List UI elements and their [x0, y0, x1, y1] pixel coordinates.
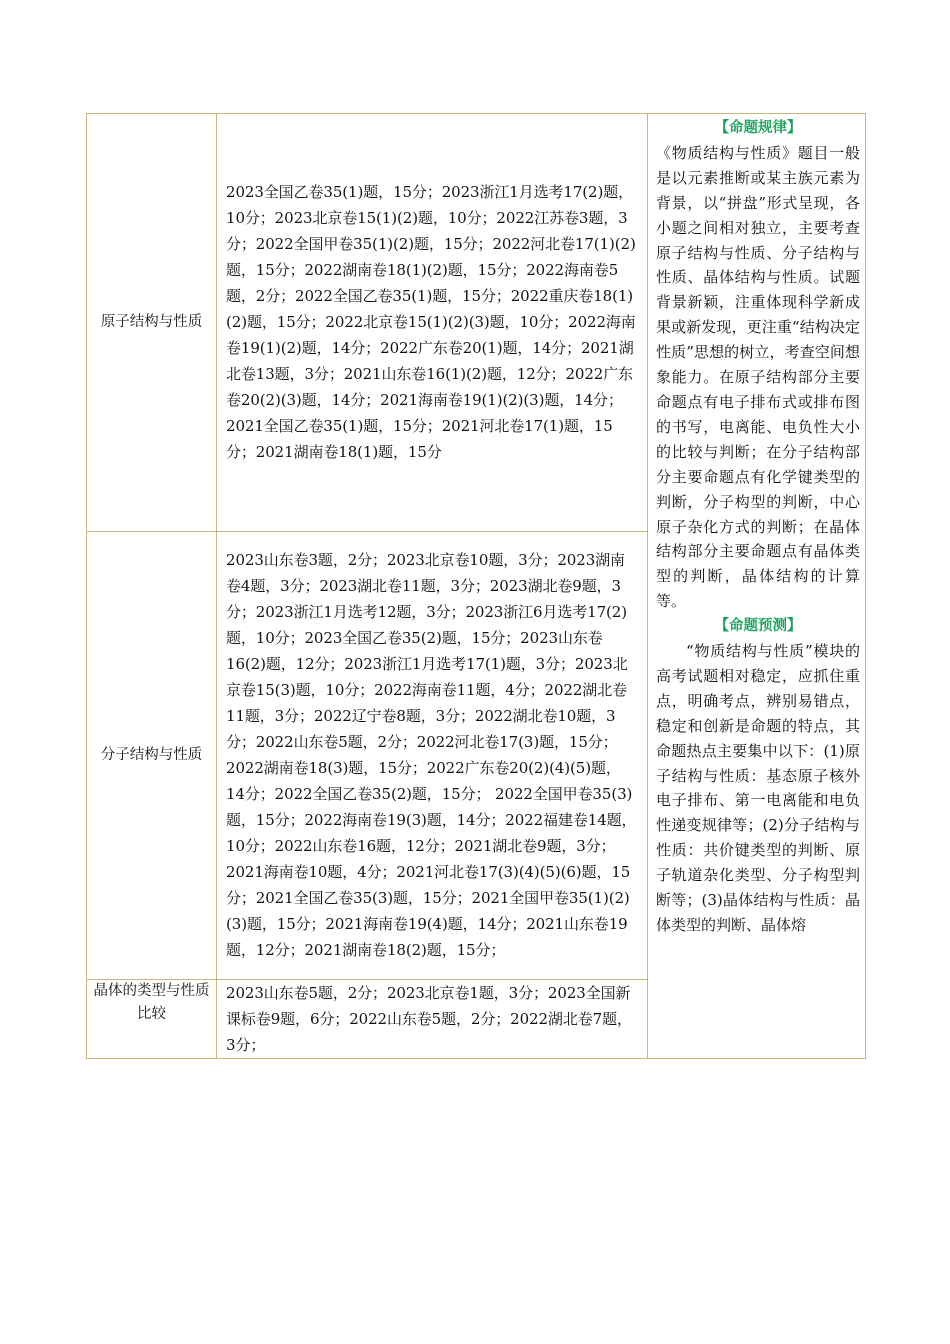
analysis-content [656, 116, 860, 1058]
sources-cell: 2023山东卷5题，2分；2023北京卷1题，3分；2023全国新课标卷9题，6分；2022山东卷5题，2分；2022湖北卷7题，3分； [217, 979, 648, 1058]
table-row [87, 114, 866, 532]
topic-cell: 晶体的类型与性质比较 [87, 979, 217, 1058]
forecast-heading: 【命题预测】 [714, 617, 802, 635]
analysis-cell [648, 114, 866, 1059]
topic-cell: 原子结构与性质 [87, 114, 217, 532]
sources-cell: 2023山东卷3题，2分；2023北京卷10题，3分；2023湖南卷4题，3分；2023湖北卷11题，3分；2023湖北卷9题，3分；2023浙江1月选考12题，3分；2023浙江6月选考17(2)题，10分；2023全国乙卷35(2)题，15分；2023山东卷16(2)题，12分；2023浙江1月选考17(1)题，3分；2023北京卷15(3)题，10分；2022海南卷11题，4分；2022湖北卷11题，3分；2022辽宁卷8题，3分；2022湖北卷10题，3分；2022山东卷5题，2分；2022河北卷17(3)题，15分；2022湖南卷18(3)题，15分；2022广东卷20(2)(4)(5)题，14分；2022全国乙卷35(2)题，15分； 2022全国甲卷35(3)题，15分；2022海南卷19(3)题，14分；2022福建卷14题，10分；2022山东卷16题，12分；2021湖北卷9题，3分；2021海南卷10题，4分；2021河北卷17(3)(4)(5)(6)题，15分；2021全国乙卷35(3)题，15分；2021全国甲卷35(1)(2)(3)题，15分；2021海南卷19(4)题，14分；2021山东卷19题，12分；2021湖南卷18(2)题，15分； [217, 531, 648, 979]
topic-cell: 分子结构与性质 [87, 531, 217, 979]
exam-analysis-table [86, 113, 866, 1059]
pattern-heading: 【命题规律】 [714, 119, 802, 136]
sources-cell: 2023全国乙卷35(1)题，15分；2023浙江1月选考17(2)题，10分；2023北京卷15(1)(2)题，10分；2022江苏卷3题，3分；2022全国甲卷35(1)(2)题，15分；2022河北卷17(1)(2)题，15分；2022湖南卷18(1)(2)题，15分；2022海南卷5题，2分；2022全国乙卷35(1)题，15分；2022重庆卷18(1)(2)题，15分；2022北京卷15(1)(2)(3)题，10分；2022海南卷19(1)(2)题，14分；2022广东卷20(1)题，14分；2021湖北卷13题，3分；2021山东卷16(1)(2)题，12分；2022广东卷20(2)(3)题，14分；2021海南卷19(1)(2)(3)题，14分；2021全国乙卷35(1)题，15分；2021河北卷17(1)题，15分；2021湖南卷18(1)题，15分 [217, 114, 648, 532]
forecast-text: “物质结构与性质”模块的高考试题相对稳定，应抓住重点，明确考点，辨别易错点，稳定和创新是命题的特点，其命题热点主要集中以下：(1)原子结构与性质：基态原子核外电子排布、第一电离能和电负性递变规律等；(2)分子结构与性质：共价键类型的判断、原子轨道杂化类型、分子构型判断等；(3)晶体结构与性质：晶体类型的判断、晶体熔 [656, 642, 860, 934]
pattern-text: 《物质结构与性质》题目一般是以元素推断或某主族元素为背景，以“拼盘”形式呈现，各小题之间相对独立，主要考查原子结构与性质、分子结构与性质、晶体结构与性质。试题背景新颖，注重体现科学新成果或新发现，更注重“结构决定性质”思想的树立，考查空间想象能力。在原子结构部分主要命题点有电子排布式或排布图的书写，电离能、电负性大小的比较与判断；在分子结构部分主要命题点有化学键类型的判断，分子构型的判断，中心原子杂化方式的判断；在晶体结构部分主要命题点有晶体类型的判断，晶体结构的计算等。 [656, 143, 860, 611]
